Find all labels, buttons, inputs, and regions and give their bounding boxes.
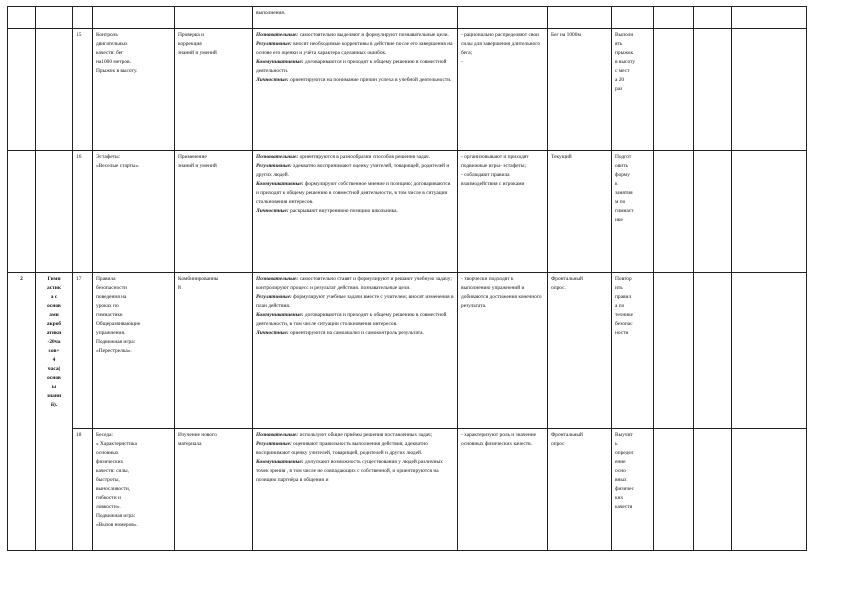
section-number-cell [8, 29, 36, 151]
topic-cell [36, 151, 73, 273]
lesson-plan-table [7, 6, 807, 551]
uud-label: Коммуникативные: [256, 312, 304, 318]
control-cell: Текущий [548, 151, 612, 273]
uud-cell [253, 429, 458, 551]
empty-cell [654, 29, 694, 151]
uud-label: Личностные: [256, 330, 289, 336]
uud-item [256, 153, 454, 162]
section-topic-cell: Гимн астик а с основ ами акроб атики -20ча сов+ 4 часа( основ ы знани й). [36, 273, 73, 551]
uud-text: ориентируются на самоанализ и самоконтроль результата. [288, 330, 424, 336]
control-cell: Фронтальный опрос. [548, 273, 612, 429]
uud-text: самостоятельно выделяют и формулируют познавательные цели. [298, 32, 449, 38]
uud-item [256, 207, 454, 216]
empty-cell [694, 273, 732, 429]
uud-label: Регулятивные: [256, 163, 292, 169]
lesson-number-cell: 16 [73, 151, 93, 273]
uud-item [256, 76, 454, 85]
homework-cell [612, 7, 654, 29]
table-row-18 [8, 429, 807, 551]
empty-cell [654, 7, 694, 29]
uud-text: договариваются и приходят к общему решению в совместной деятельности. [256, 59, 447, 74]
uud-label: Познавательные: [256, 276, 299, 282]
section-number-cell: 2 [8, 273, 36, 551]
uud-text: самостоятельно ставят и формулируют и решают учебную задачу; контролируют процесс и результат действия. познавательные цели. [256, 276, 452, 291]
table-row-17 [8, 273, 807, 429]
uud-cell [253, 151, 458, 273]
uud-item [256, 293, 454, 311]
uud-text: формулируют учебные задачи вместе с учителем; вносят изменения в план действия. [256, 294, 454, 309]
uud-text: раскрывают внутреннюю позицию школьника. [288, 208, 398, 214]
uud-label: Коммуникативные: [256, 181, 304, 187]
uud-label: Регулятивные: [256, 441, 292, 447]
uud-text: вносят необходимые коррективы в действие после его завершения на основе его оценки и учёта характера сделанных ошибок. [256, 41, 453, 56]
uud-label: Коммуникативные: [256, 59, 304, 65]
activity-cell: - организовывают и приходят подвижные игры- эстафеты; - соблюдают правила взаимодействия с игроками [458, 151, 548, 273]
activity-cell: - характеризуют роль и значение основных физических качеств. [458, 429, 548, 551]
uud-item [256, 431, 454, 440]
empty-cell [654, 151, 694, 273]
section-number-cell [8, 7, 36, 29]
control-cell: Бег на 1000м [548, 29, 612, 151]
uud-text: адекватно воспринимают оценку учителей, товарищей, родителей и других людей. [256, 163, 450, 178]
table-row-16 [8, 151, 807, 273]
empty-cell [654, 273, 694, 429]
content-cell: Беседа: « Характеристика основных физических качеств: силы, быстроты, выносливости, гибкости и ловкости». Подвижная игра: «Вызов номеров». [93, 429, 175, 551]
uud-item [256, 58, 454, 76]
uud-text: допускают возможность существования у людей различных точек зрения , в том числе не совпадающих с собственной, и ориентируются на позицию партнёра в общении и [256, 459, 443, 483]
homework-cell: Подгот овить форму к занятия м по гимнаст ике [612, 151, 654, 273]
section-number-cell [8, 151, 36, 273]
uud-text: договариваются и приходят к общему решению в совместной деятельности, в том числе ситуации столкновения интересов. [256, 312, 447, 327]
content-cell: Эстафеты: «Веселые старты». [93, 151, 175, 273]
content-cell: Контроль двигательных качеств: бег на1000 метров. Прыжок в высоту. [93, 29, 175, 151]
uud-label: Познавательные: [256, 432, 299, 438]
homework-cell: Выучит ь определ ение осно вных физичес ких качеств [612, 429, 654, 551]
uud-item [256, 31, 454, 40]
uud-cell [253, 7, 458, 29]
empty-cell [694, 151, 732, 273]
uud-item [256, 458, 454, 485]
uud-text: оценивают правильность выполнения действия; адекватно воспринимают оценку учителей, товарищей, родителей и других людей. [256, 441, 428, 456]
uud-label: Познавательные: [256, 32, 299, 38]
lesson-type-cell: Изучение нового материала [175, 429, 253, 551]
table-row-15 [8, 29, 807, 151]
uud-item [256, 329, 454, 338]
uud-item [256, 311, 454, 329]
empty-cell [732, 7, 807, 29]
uud-cell [253, 273, 458, 429]
activity-cell: - творчески подходят к выполнению упражнений и добиваются достижения конечного результата. [458, 273, 548, 429]
uud-label: Регулятивные: [256, 294, 292, 300]
uud-item [256, 275, 454, 293]
table-row-top [8, 7, 807, 29]
control-cell [548, 7, 612, 29]
homework-cell: Выполн ять прыжок в высоту с мест а 20 раз [612, 29, 654, 151]
lesson-number-cell: 17 [73, 273, 93, 429]
uud-text: используют общие приёмы решения поставленных задач; [298, 432, 433, 438]
activity-cell [458, 7, 548, 29]
lesson-type-cell: Применение знаний и умений [175, 151, 253, 273]
uud-cell [253, 29, 458, 151]
uud-item [256, 40, 454, 58]
empty-cell [732, 151, 807, 273]
topic-cell [36, 7, 73, 29]
uud-label: Познавательные: [256, 154, 299, 160]
homework-cell: Повтор ить правил а по технике безопас ности [612, 273, 654, 429]
uud-text: формулируют собственное мнение и позицию; договариваются и приходят к общему решению в совместной деятельности, в том числе в ситуации столкновения интересов. [256, 181, 451, 205]
empty-cell [732, 29, 807, 151]
empty-cell [694, 29, 732, 151]
uud-item [256, 162, 454, 180]
content-cell [93, 7, 175, 29]
empty-cell [694, 429, 732, 551]
control-cell: Фронтальный опрос [548, 429, 612, 551]
lesson-type-cell [175, 7, 253, 29]
lesson-number-cell: 18 [73, 429, 93, 551]
uud-text: ориентируются на понимание причин успеха в учебной деятельности. [288, 77, 452, 83]
lesson-number-cell: 15 [73, 29, 93, 151]
uud-text: выполнения. [256, 10, 286, 16]
uud-label: Коммуникативные: [256, 459, 304, 465]
topic-cell [36, 29, 73, 151]
activity-cell: - рационально распределяют свои силы для завершения длительного бега; - [458, 29, 548, 151]
uud-label: Личностные: [256, 208, 289, 214]
uud-item [256, 180, 454, 207]
lesson-number-cell [73, 7, 93, 29]
uud-item [256, 440, 454, 458]
empty-cell [694, 7, 732, 29]
uud-text: ориентируются в разнообразии способов решения задач. [298, 154, 430, 160]
empty-cell [732, 429, 807, 551]
uud-label: Регулятивные: [256, 41, 292, 47]
content-cell: Правила безопасности поведения на уроках по гимнастике. Общеразвивающие упражнения. Подвижная игра: «Перестрелка». [93, 273, 175, 429]
uud-label: Личностные: [256, 77, 289, 83]
lesson-type-cell: Проверка и коррекция знаний и умений [175, 29, 253, 151]
empty-cell [732, 273, 807, 429]
lesson-type-cell: Комбинированны й [175, 273, 253, 429]
empty-cell [654, 429, 694, 551]
